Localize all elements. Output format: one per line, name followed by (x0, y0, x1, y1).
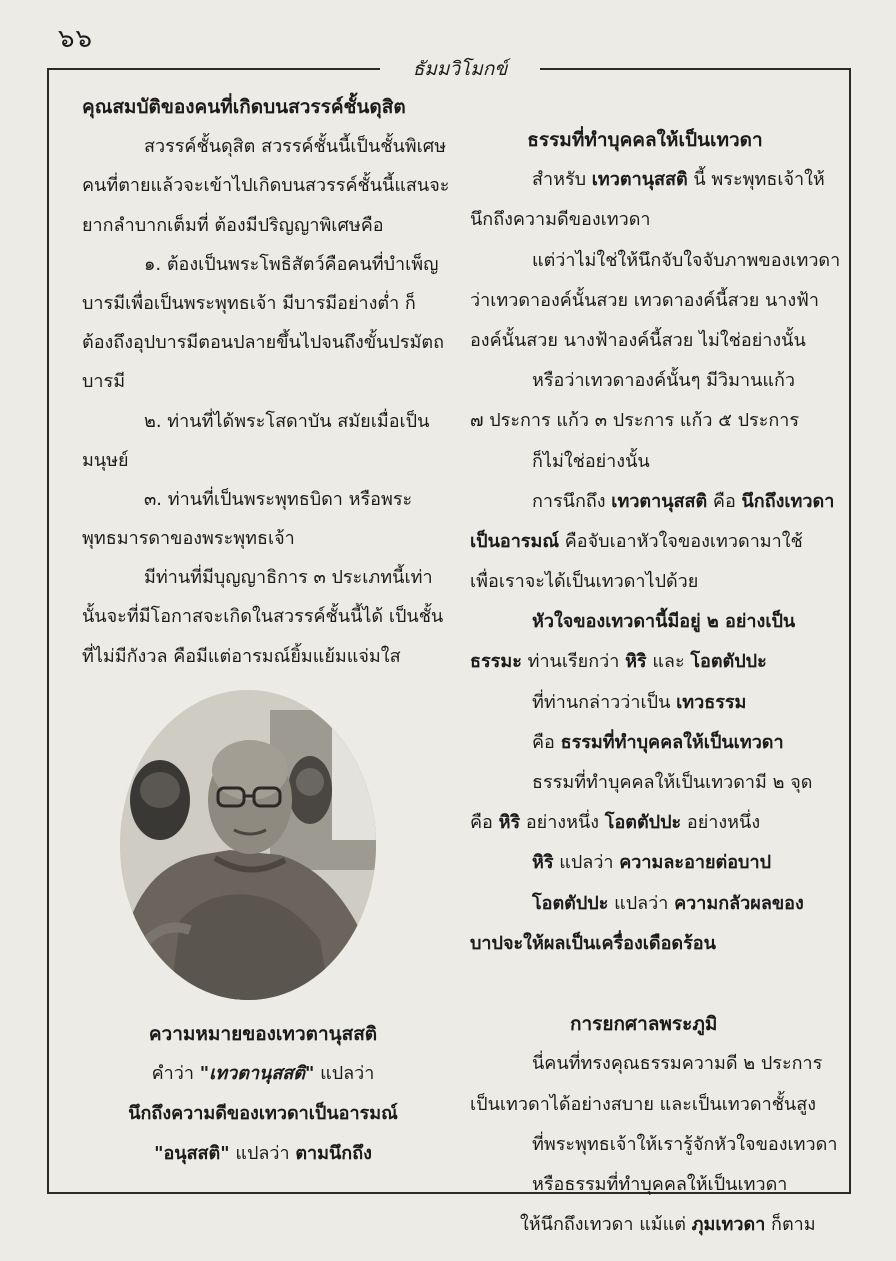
paragraph-line: ให้นึกถึงเทวดา แม้แต่ ภุมเทวดา ก็ตาม (520, 1214, 816, 1236)
paragraph-line: แต่ว่าไม่ใช่ให้นึกจับใจจับภาพของเทวดา (532, 249, 841, 271)
blank-line (470, 964, 820, 1004)
paragraph-line: คือ หิริ อย่างหนึ่ง โอตตัปปะ อย่างหนึ่ง (470, 812, 761, 834)
paragraph-line: คำว่า "เทวตานุสสติ" แปลว่า (151, 1063, 375, 1084)
bottom-left-section (82, 1014, 444, 1174)
paragraph-line: ว่าเทวดาองค์นั้นสวย เทวดาองค์นี้สวย นางฟ้า (470, 289, 820, 311)
list-item-1: ๑. ต้องเป็นพระโพธิสัตว์คือคนที่บำเพ็ญ (144, 253, 439, 275)
paragraph-line: "อนุสสติ" แปลว่า ตามนึกถึง (154, 1143, 372, 1164)
paragraph-line: ธรรมะ ท่านเรียกว่า หิริ และ โอตตัปปะ (470, 651, 767, 673)
paragraph-line: คือ ธรรมที่ทำบุคคลให้เป็นเทวดา (532, 731, 784, 753)
paragraph-line: เป็นเทวดาได้อย่างสบาย และเป็นเทวดาชั้นสูง (470, 1093, 816, 1115)
paragraph-line: นึกถึงความดีของเทวดาเป็นอารมณ์ (128, 1103, 398, 1124)
paragraph-line: ก็ไม่ใช่อย่างนั้น (532, 450, 650, 472)
paragraph-line: ๗ ประการ แก้ว ๓ ประการ แก้ว ๕ ประการ (470, 410, 800, 432)
paragraph-line: นี่คนที่ทรงคุณธรรมความดี ๒ ประการ (532, 1053, 823, 1075)
right-column (470, 120, 841, 1245)
paragraph-line: นึกถึงความดีของเทวดา (470, 209, 651, 231)
paragraph-line: มีท่านที่มีบุญญาธิการ ๓ ประเภทนี้เท่า (144, 567, 433, 589)
list-item-3: ๓. ท่านที่เป็นพระพุทธบิดา หรือพระ (144, 488, 413, 510)
paragraph-line: หรือธรรมที่ทำบุคคลให้เป็นเทวดา (532, 1173, 788, 1195)
paragraph-line: สำหรับ เทวตานุสสติ นี้ พระพุทธเจ้าให้ (532, 169, 825, 191)
left-column (82, 88, 450, 676)
paragraph-line: เพื่อเราจะได้เป็นเทวดาไปด้วย (470, 571, 699, 593)
paragraph-line: การนึกถึง เทวตานุสสติ คือ นึกถึงเทวดา (532, 490, 835, 512)
section-heading-meaning: ความหมายของเทวตานุสสติ (148, 1023, 378, 1045)
paragraph-line: มนุษย์ (82, 449, 129, 471)
monk-portrait-photo (120, 690, 376, 1000)
paragraph-line: บาปจะให้ผลเป็นเครื่องเดือดร้อน (470, 932, 716, 954)
paragraph-line: คนที่ตายแล้วจะเข้าไปเกิดบนสวรรค์ชั้นนี้แสนจะ (82, 175, 450, 197)
paragraph-line: ต้องถึงอุปบารมีตอนปลายขึ้นไปจนถึงขั้นปรมัตถ (82, 332, 444, 354)
paragraph-line: ยากลำบากเต็มที่ ต้องมีปริญญาพิเศษคือ (82, 214, 384, 236)
paragraph-line: นั้นจะที่มีโอกาสจะเกิดในสวรรค์ชั้นนี้ได้ เป็นชั้น (82, 606, 444, 628)
section-heading-shrine: การยกศาลพระภูมิ (570, 1013, 718, 1036)
paragraph-line: องค์นั้นสวย นางฟ้าองค์นี้สวย ไม่ใช่อย่างนั้น (470, 329, 806, 351)
paragraph-line: หิริ แปลว่า ความละอายต่อบาป (532, 852, 772, 874)
paragraph-line: บารมีเพื่อเป็นพระพุทธเจ้า มีบารมีอย่างต่ำ ก็ (82, 292, 416, 314)
paragraph-line: บารมี (82, 371, 126, 393)
paragraph-line: หัวใจของเทวดานี้มีอยู่ ๒ อย่างเป็น (532, 611, 796, 633)
monk-portrait-illustration (120, 690, 376, 1000)
paragraph-line: ที่ท่านกล่าวว่าเป็น เทวธรรม (532, 691, 747, 713)
paragraph-line: ที่พระพุทธเจ้าให้เรารู้จักหัวใจของเทวดา (532, 1133, 838, 1155)
running-head: ธัมมวิโมกข์ (380, 54, 540, 84)
paragraph-line: หรือว่าเทวดาองค์นั้นๆ มีวิมานแก้ว (532, 370, 795, 392)
page-number: ๖๖ (58, 24, 94, 54)
paragraph-line: ธรรมที่ทำบุคคลให้เป็นเทวดามี ๒ จุด (532, 772, 813, 793)
section-heading-deva-dhamma: ธรรมที่ทำบุคคลให้เป็นเทวดา (527, 129, 763, 151)
section-heading-dusit: คุณสมบัติของคนที่เกิดบนสวรรค์ชั้นดุสิต (82, 96, 406, 118)
paragraph-line: เป็นอารมณ์ คือจับเอาหัวใจของเทวดามาใช้ (470, 530, 803, 552)
paragraph-line: สวรรค์ชั้นดุสิต สวรรค์ชั้นนี้เป็นชั้นพิเศษ (144, 136, 447, 158)
paragraph-line: พุทธมารดาของพระพุทธเจ้า (82, 528, 295, 550)
list-item-2: ๒. ท่านที่ได้พระโสดาบัน สมัยเมื่อเป็น (144, 410, 430, 432)
paragraph-line: โอตตัปปะ แปลว่า ความกลัวผลของ (532, 892, 804, 914)
paragraph-line: ที่ไม่มีกังวล คือมีแต่อารมณ์ยิ้มแย้มแจ่มใส (82, 645, 401, 667)
